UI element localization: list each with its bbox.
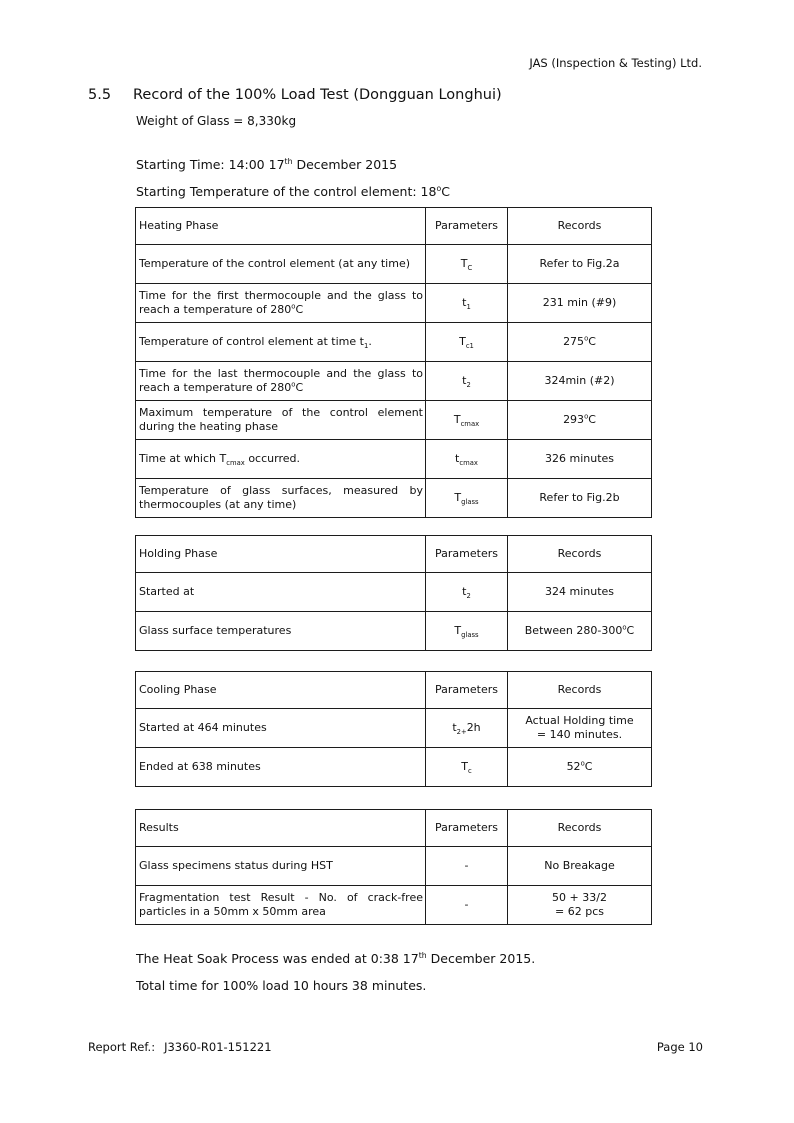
holding-phase-table [135,535,652,651]
row-label: Time for the last thermocouple and the glass to reach a temperature of 280$^o$C [136,362,426,401]
heating-phase-table [135,207,652,518]
table-header-row [136,810,652,847]
page-number: Page 10 [656,1040,703,1054]
row-parameter: - [426,847,508,886]
column-header-records: Records [508,536,652,573]
table-title: Results [136,810,426,847]
row-record: 293$^o$C [508,401,652,440]
row-parameter: $t_{cmax}$ [426,440,508,479]
report-ref-label: Report Ref.: [88,1040,156,1054]
row-label: Started at [136,573,426,612]
row-record: Between 280-300$^o$C [508,612,652,651]
column-header-parameters: Parameters [426,208,508,245]
row-label: Glass surface temperatures [136,612,426,651]
table-title: Cooling Phase [136,672,426,709]
table-row [136,245,652,284]
row-label: Fragmentation test Result - No. of crack-free particles in a 50mm x 50mm area [136,886,426,925]
table-row [136,748,652,787]
table-header-row [136,672,652,709]
row-parameter: $T_{glass}$ [426,612,508,651]
row-parameter: $T_{c1}$ [426,323,508,362]
row-record: 324 minutes [508,573,652,612]
row-label: Started at 464 minutes [136,709,426,748]
total-time-line: Total time for 100% load 10 hours 38 minutes. [136,978,427,993]
column-header-parameters: Parameters [426,810,508,847]
row-label: Time at which $T_{cmax}$ occurred. [136,440,426,479]
column-header-records: Records [508,672,652,709]
row-label: Temperature of control element at time $t_1$. [136,323,426,362]
row-record: No Breakage [508,847,652,886]
table-row [136,362,652,401]
row-record: Refer to Fig.2a [508,245,652,284]
row-record: 52$^o$C [508,748,652,787]
row-record: 326 minutes [508,440,652,479]
row-record: 275$^o$C [508,323,652,362]
row-label: Glass specimens status during HST [136,847,426,886]
table-header-row [136,208,652,245]
row-record: 50 + 33/2 = 62 pcs [508,886,652,925]
row-parameter: $t_2$ [426,573,508,612]
report-ref-value: J3360-R01-151221 [164,1040,272,1054]
table-row [136,847,652,886]
company-header: JAS (Inspection & Testing) Ltd. [529,56,702,70]
page-title: Record of the 100% Load Test (Dongguan Longhui) [133,87,502,103]
column-header-records: Records [508,208,652,245]
table-row [136,612,652,651]
row-record: Refer to Fig.2b [508,479,652,518]
table-title: Holding Phase [136,536,426,573]
table-row [136,573,652,612]
row-parameter: $T_{cmax}$ [426,401,508,440]
heat-soak-end-line: The Heat Soak Process was ended at 0:38 17th December 2015. [136,950,536,966]
row-record: Actual Holding time = 140 minutes. [508,709,652,748]
table-header-row [136,536,652,573]
results-table [135,809,652,925]
report-reference [88,1040,272,1054]
section-number: 5.5 [88,87,112,103]
table-row [136,709,652,748]
table-row [136,479,652,518]
column-header-parameters: Parameters [426,536,508,573]
row-label: Maximum temperature of the control element during the heating phase [136,401,426,440]
column-header-parameters: Parameters [426,672,508,709]
table-row [136,886,652,925]
row-parameter: $T_c$ [426,748,508,787]
row-label: Temperature of the control element (at any time) [136,245,426,284]
row-parameter: - [426,886,508,925]
starting-time-line: Starting Time: 14:00 17th December 2015 [136,156,398,172]
table-row [136,284,652,323]
table-title: Heating Phase [136,208,426,245]
column-header-records: Records [508,810,652,847]
row-label: Ended at 638 minutes [136,748,426,787]
row-record: 324min (#2) [508,362,652,401]
row-parameter: $T_{glass}$ [426,479,508,518]
table-row [136,440,652,479]
row-label: Time for the first thermocouple and the glass to reach a temperature of 280$^o$C [136,284,426,323]
table-row [136,401,652,440]
row-parameter: $t_2$ [426,362,508,401]
table-row [136,323,652,362]
cooling-phase-table [135,671,652,787]
glass-weight-line: Weight of Glass = 8,330kg [136,114,297,128]
starting-temperature-line: Starting Temperature of the control element: 18$^o$C [136,183,450,199]
row-label: Temperature of glass surfaces, measured by thermocouples (at any time) [136,479,426,518]
row-parameter: $T_C$ [426,245,508,284]
row-parameter: $t_{2+}2h$ [426,709,508,748]
row-parameter: $t_1$ [426,284,508,323]
row-record: 231 min (#9) [508,284,652,323]
